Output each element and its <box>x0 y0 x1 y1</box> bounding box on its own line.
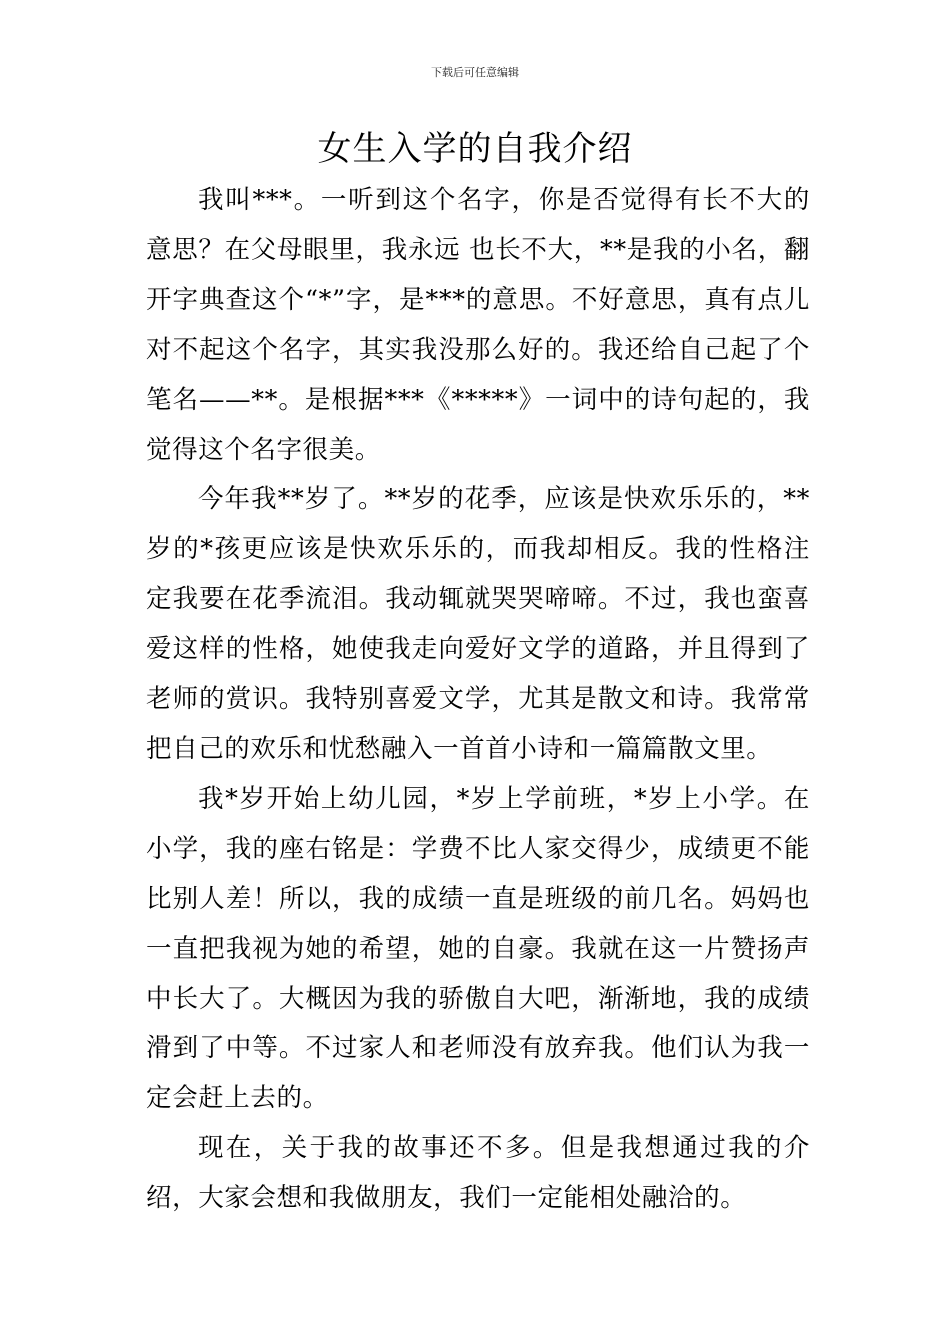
header-note: 下载后可任意编辑 <box>431 66 519 79</box>
document-body <box>146 176 810 1224</box>
paragraph-3: 我*岁开始上幼儿园，*岁上学前班，*岁上小学。在小学，我的座右铭是：学费不比人家交得少，成绩更不能比别人差！所以，我的成绩一直是班级的前几名。妈妈也一直把我视为她的希望，她的自豪。我就在这一片赞扬声中长大了。大概因为我的骄傲自大吧，渐渐地，我的成绩滑到了中等。不过家人和老师没有放弃我。他们认为我一定会赶上去的。 <box>146 783 810 1114</box>
paragraph-1: 我叫***。一听到这个名字，你是否觉得有长不大的意思？在父母眼里，我永远 也长不大，**是我的小名，翻开字典查这个“*”字，是***的意思。不好意思，真有点儿对不起这个名字，其实我没那么好的。我还给自己起了个笔名——**。是根据***《*****》一词中的诗句起的，我觉得这个名字很美。 <box>146 185 810 465</box>
paragraph-2: 今年我**岁了。**岁的花季，应该是快欢乐乐的，**岁的*孩更应该是快欢乐乐的，而我却相反。我的性格注定我要在花季流泪。我动辄就哭哭啼啼。不过，我也蛮喜爱这样的性格，她使我走向爱好文学的道路，并且得到了老师的赏识。我特别喜爱文学，尤其是散文和诗。我常常把自己的欢乐和忧愁融入一首首小诗和一篇篇散文里。 <box>146 484 810 764</box>
paragraph-4: 现在，关于我的故事还不多。但是我想通过我的介绍，大家会想和我做朋友，我们一定能相处融洽的。 <box>146 1133 810 1214</box>
document-title: 女生入学的自我介绍 <box>317 129 633 169</box>
